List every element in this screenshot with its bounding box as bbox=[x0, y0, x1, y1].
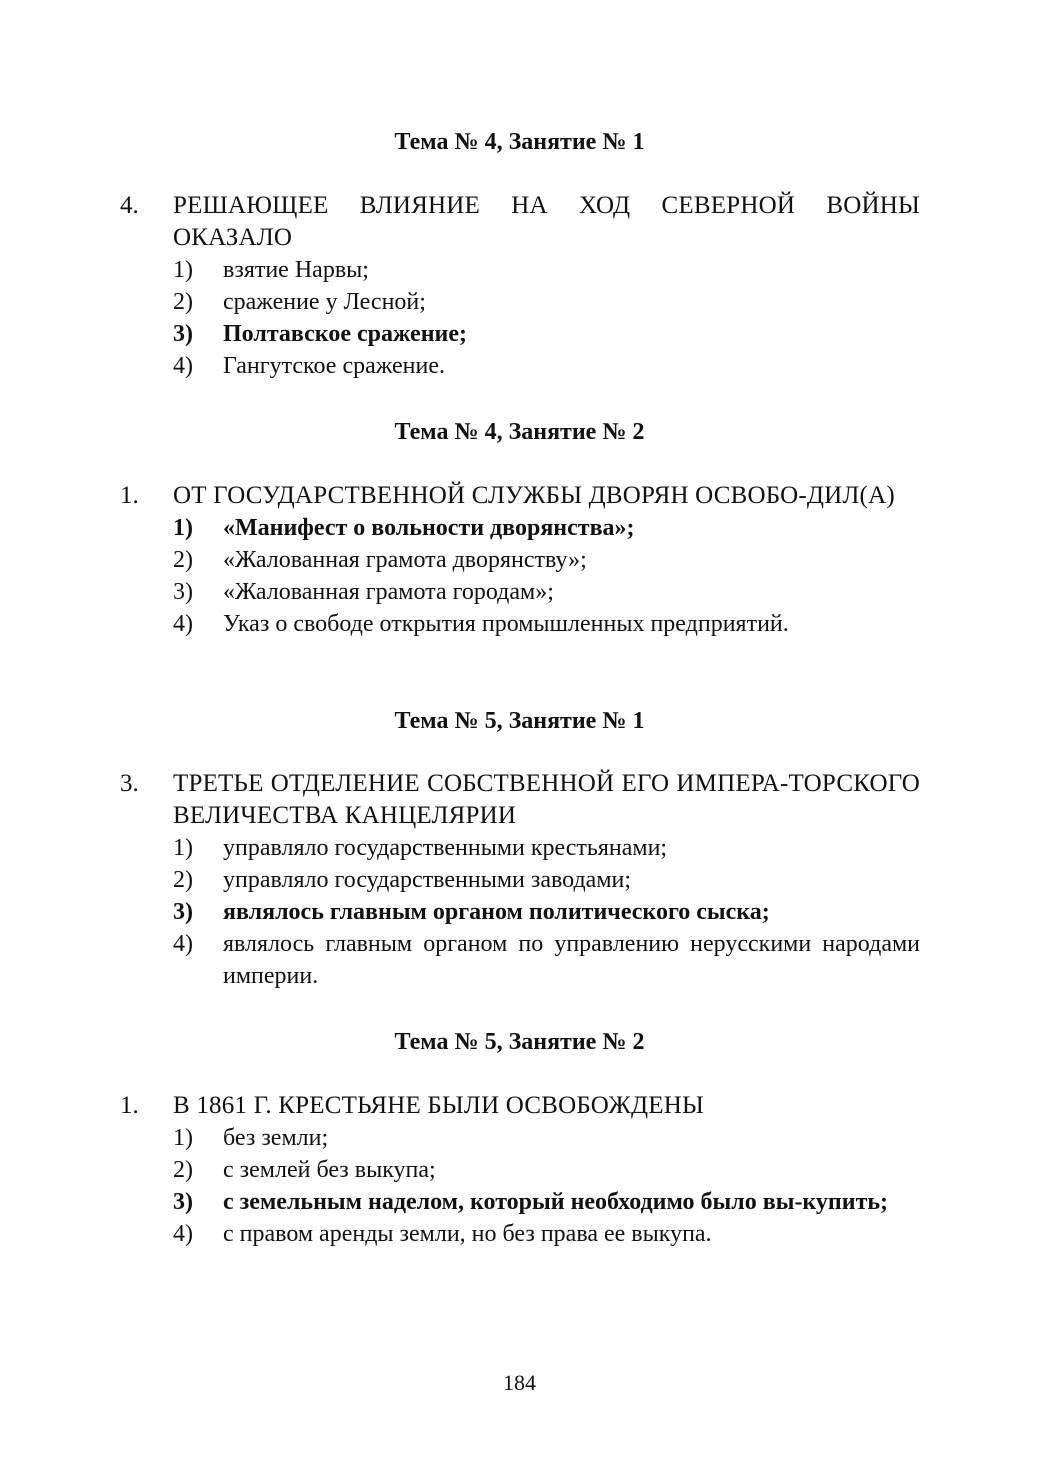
question-number: 3. bbox=[120, 770, 139, 797]
section-heading: Тема № 4, Занятие № 1 bbox=[394, 129, 645, 155]
option-number: 4) bbox=[173, 353, 193, 379]
question-row bbox=[120, 190, 920, 254]
answer-options bbox=[120, 512, 920, 640]
option-text: «Жалованная грамота городам»; bbox=[223, 579, 554, 605]
question-number: 1. bbox=[120, 1092, 139, 1119]
option-number: 2) bbox=[173, 289, 193, 315]
question-text: ТРЕТЬЕ ОТДЕЛЕНИЕ СОБСТВЕННОЙ ЕГО ИМПЕРА-ТОРСКОГО ВЕЛИЧЕСТВА КАНЦЕЛЯРИИ bbox=[173, 770, 920, 829]
question-block bbox=[120, 190, 920, 382]
question-row bbox=[120, 768, 920, 832]
option-text: сражение у Лесной; bbox=[223, 289, 426, 315]
page-number: 184 bbox=[503, 1370, 536, 1395]
option-text: взятие Нарвы; bbox=[223, 257, 369, 283]
answer-option bbox=[120, 832, 920, 864]
option-text: Полтавское сражение; bbox=[223, 321, 468, 347]
option-text: «Жалованная грамота дворянству»; bbox=[223, 547, 587, 573]
option-number: 2) bbox=[173, 867, 193, 893]
answer-option-correct bbox=[120, 318, 920, 350]
answer-option bbox=[120, 1218, 920, 1250]
option-number: 4) bbox=[173, 931, 193, 957]
answer-option bbox=[120, 864, 920, 896]
answer-option bbox=[120, 1122, 920, 1154]
question-text: В 1861 Г. КРЕСТЬЯНЕ БЫЛИ ОСВОБОЖДЕНЫ bbox=[173, 1092, 704, 1119]
question-block bbox=[120, 1090, 920, 1250]
option-number: 3) bbox=[173, 321, 193, 347]
answer-option-correct bbox=[120, 1186, 920, 1218]
question-number: 4. bbox=[120, 192, 139, 219]
option-text: с земельным наделом, который необходимо было вы-купить; bbox=[223, 1189, 889, 1215]
answer-options bbox=[120, 254, 920, 382]
question-text: РЕШАЮЩЕЕ ВЛИЯНИЕ НА ХОД СЕВЕРНОЙ ВОЙНЫ ОКАЗАЛО bbox=[173, 192, 920, 251]
question-text: ОТ ГОСУДАРСТВЕННОЙ СЛУЖБЫ ДВОРЯН ОСВОБО-ДИЛ(А) bbox=[173, 482, 895, 509]
answer-option-correct bbox=[120, 896, 920, 928]
answer-option bbox=[120, 350, 920, 382]
question-row bbox=[120, 1090, 920, 1122]
option-number: 3) bbox=[173, 1189, 193, 1215]
option-number: 4) bbox=[173, 1221, 193, 1247]
option-text: с землей без выкупа; bbox=[223, 1157, 436, 1183]
option-number: 1) bbox=[173, 835, 193, 861]
question-number: 1. bbox=[120, 482, 139, 509]
option-number: 3) bbox=[173, 899, 193, 925]
answer-option bbox=[120, 928, 920, 992]
answer-option bbox=[120, 544, 920, 576]
answer-option bbox=[120, 254, 920, 286]
option-number: 1) bbox=[173, 257, 193, 283]
answer-options bbox=[120, 1122, 920, 1250]
option-text: Указ о свободе открытия промышленных предприятий. bbox=[223, 611, 789, 637]
answer-option bbox=[120, 1154, 920, 1186]
option-number: 2) bbox=[173, 547, 193, 573]
option-text: управляло государственными крестьянами; bbox=[223, 835, 668, 861]
answer-option-correct bbox=[120, 512, 920, 544]
answer-option bbox=[120, 286, 920, 318]
answer-option bbox=[120, 608, 920, 640]
question-block bbox=[120, 480, 920, 640]
option-number: 1) bbox=[173, 515, 193, 541]
section-heading: Тема № 4, Занятие № 2 bbox=[394, 419, 645, 445]
section-heading: Тема № 5, Занятие № 2 bbox=[394, 1029, 645, 1055]
question-block bbox=[120, 768, 920, 992]
option-number: 4) bbox=[173, 611, 193, 637]
option-number: 2) bbox=[173, 1157, 193, 1183]
option-text: являлось главным органом политического сыска; bbox=[223, 899, 770, 925]
option-text: «Манифест о вольности дворянства»; bbox=[223, 515, 635, 541]
section-heading: Тема № 5, Занятие № 1 bbox=[394, 708, 645, 734]
question-row bbox=[120, 480, 920, 512]
option-number: 3) bbox=[173, 579, 193, 605]
answer-option bbox=[120, 576, 920, 608]
option-text: с правом аренды земли, но без права ее выкупа. bbox=[223, 1221, 712, 1247]
option-text: являлось главным органом по управлению нерусскими народами империи. bbox=[223, 931, 920, 989]
option-text: без земли; bbox=[223, 1125, 329, 1151]
answer-options bbox=[120, 832, 920, 992]
option-text: Гангутское сражение. bbox=[223, 353, 445, 379]
option-text: управляло государственными заводами; bbox=[223, 867, 632, 893]
option-number: 1) bbox=[173, 1125, 193, 1151]
